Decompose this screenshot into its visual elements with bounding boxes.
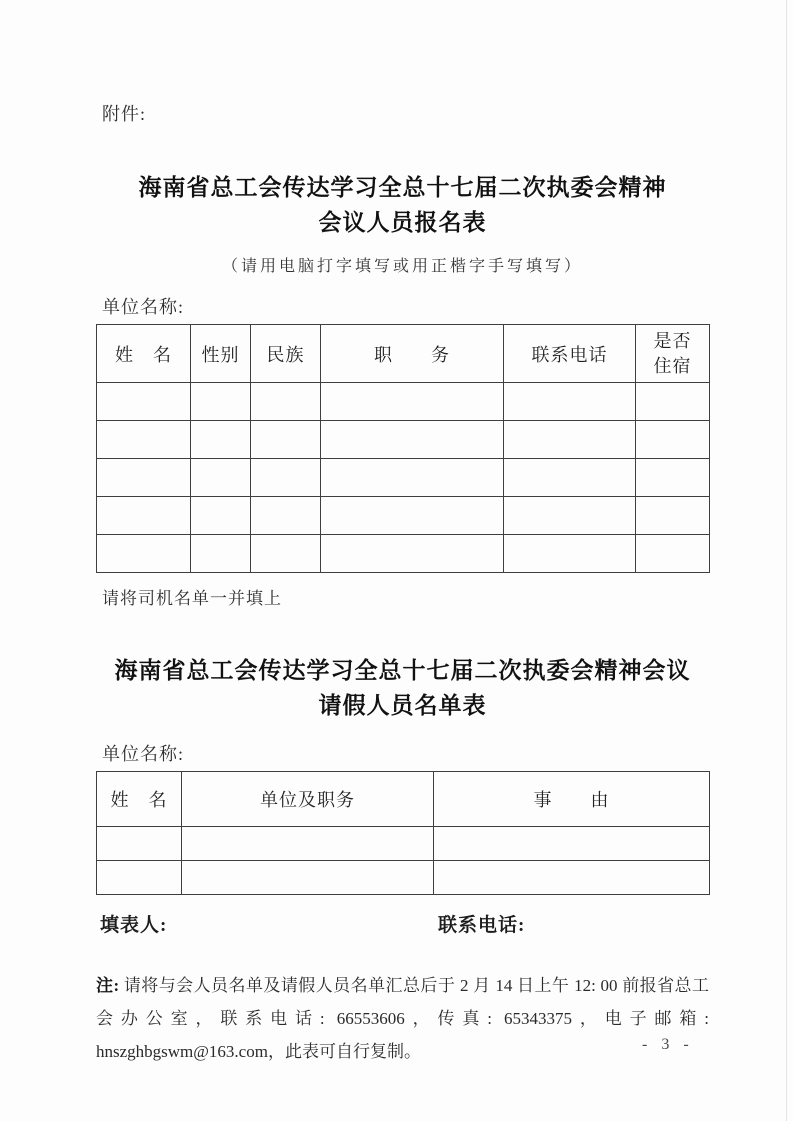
table-cell	[97, 421, 191, 459]
table-cell	[504, 535, 636, 573]
document-content	[96, 0, 709, 1068]
col-header-reason: 事 由	[434, 772, 710, 827]
table-cell	[182, 827, 434, 861]
table-cell	[251, 383, 321, 421]
table-cell	[434, 861, 710, 895]
header-row	[97, 325, 710, 383]
table-cell	[182, 861, 434, 895]
table-cell	[636, 535, 710, 573]
table-cell	[251, 421, 321, 459]
scan-edge-artifact	[786, 0, 787, 1121]
table-cell	[191, 459, 251, 497]
empty-row	[97, 459, 710, 497]
registration-table-body	[97, 383, 710, 573]
leave-table-header	[97, 772, 710, 827]
leave-title-line1: 海南省总工会传达学习全总十七届二次执委会精神会议	[114, 658, 691, 683]
col-header-lodging	[636, 325, 710, 383]
table-cell	[321, 535, 504, 573]
table-cell	[321, 421, 504, 459]
empty-row	[97, 383, 710, 421]
table-cell	[191, 535, 251, 573]
unit-name-label-2: 单位名称:	[102, 744, 185, 764]
table-cell	[636, 421, 710, 459]
note-text: 请将与会人员名单及请假人员名单汇总后于 2 月 14 日上午 12: 00 前报省总工会办公室，联系电话: 66553606，传真: 65343375，电子邮箱: hnszghbgswm@163.com，此表可自行复制。	[96, 976, 709, 1061]
registration-form-title	[96, 170, 709, 240]
table-cell	[191, 421, 251, 459]
note-label: 注:	[96, 976, 120, 995]
empty-row	[97, 861, 710, 895]
registration-title-line2: 会议人员报名表	[318, 210, 487, 235]
registration-title-line1: 海南省总工会传达学习全总十七届二次执委会精神	[138, 175, 667, 200]
col-header-name: 姓 名	[97, 772, 182, 827]
table-cell	[504, 459, 636, 497]
table-cell	[97, 861, 182, 895]
col-header-gender: 性别	[191, 325, 251, 383]
table-cell	[97, 535, 191, 573]
col-header-phone: 联系电话	[504, 325, 636, 383]
leave-table-body	[97, 827, 710, 895]
table-cell	[97, 497, 191, 535]
table-cell	[97, 827, 182, 861]
leave-form-title	[96, 653, 709, 723]
col-header-name: 姓 名	[97, 325, 191, 383]
table-cell	[636, 497, 710, 535]
attachment-label: 附件:	[102, 104, 147, 124]
signature-line	[96, 910, 709, 938]
table-cell	[504, 497, 636, 535]
page-number: - 3 -	[642, 1036, 694, 1053]
col-header-lodging-text: 是否住宿	[653, 330, 692, 376]
form-filler-label: 填表人:	[100, 915, 168, 936]
registration-table-header	[97, 325, 710, 383]
table-cell	[191, 383, 251, 421]
table-cell	[504, 421, 636, 459]
unit-name-label-1: 单位名称:	[102, 297, 185, 317]
driver-list-note: 请将司机名单一并填上	[102, 589, 282, 608]
col-header-unit-position: 单位及职务	[182, 772, 434, 827]
registration-table	[96, 324, 710, 573]
table-cell	[321, 497, 504, 535]
footer-note	[96, 969, 709, 1068]
leave-title-line2: 请假人员名单表	[318, 693, 487, 718]
empty-row	[97, 421, 710, 459]
table-cell	[321, 459, 504, 497]
table-cell	[251, 497, 321, 535]
table-cell	[504, 383, 636, 421]
col-header-ethnicity: 民族	[251, 325, 321, 383]
table-cell	[636, 383, 710, 421]
table-cell	[251, 459, 321, 497]
header-row	[97, 772, 710, 827]
table-cell	[191, 497, 251, 535]
table-cell	[97, 383, 191, 421]
table-cell	[97, 459, 191, 497]
col-header-position: 职 务	[321, 325, 504, 383]
fill-instruction: （请用电脑打字填写或用正楷字手写填写）	[221, 258, 583, 275]
table-cell	[434, 827, 710, 861]
table-cell	[636, 459, 710, 497]
leave-table	[96, 771, 710, 895]
contact-phone-label: 联系电话:	[438, 915, 526, 936]
empty-row	[97, 497, 710, 535]
table-cell	[321, 383, 504, 421]
empty-row	[97, 535, 710, 573]
empty-row	[97, 827, 710, 861]
table-cell	[251, 535, 321, 573]
